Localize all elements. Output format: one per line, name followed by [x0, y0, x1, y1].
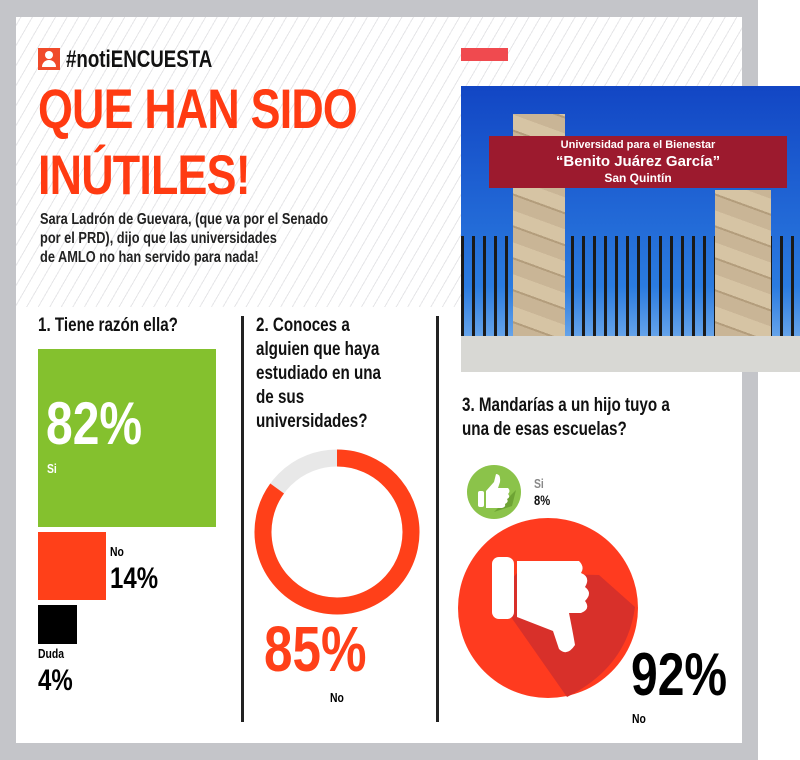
subtitle-line: Sara Ladrón de Guevara, (que va por el Senado: [40, 211, 329, 228]
thumbs-up-icon: [466, 464, 522, 520]
category-label-duda: Duda: [38, 646, 64, 661]
sign-line: Universidad para el Bienestar: [560, 139, 716, 151]
university-sign: [489, 136, 787, 188]
subtitle: [40, 210, 328, 267]
question-line: alguien que haya: [256, 339, 380, 360]
no-label: No: [632, 711, 646, 726]
subtitle-line: de AMLO no han servido para nada!: [40, 249, 259, 266]
accent-bar: [461, 48, 508, 61]
category-label-si: Si: [47, 461, 57, 476]
ground: [461, 336, 800, 372]
question-line: 2. Conoces a: [256, 315, 350, 336]
divider: [436, 316, 439, 722]
sign-line: “Benito Juárez García”: [555, 153, 721, 170]
subtitle-line: por el PRD), dijo que las universidades: [40, 230, 277, 247]
bar-no: [38, 532, 106, 600]
user-icon: [38, 48, 60, 70]
divider: [241, 316, 244, 722]
thumbs-down-icon: [457, 517, 639, 699]
value-label-no: 14%: [110, 562, 159, 595]
question-2: [256, 314, 381, 434]
donut-category-label: No: [330, 690, 344, 705]
value-label-duda: 4%: [38, 664, 73, 697]
question-3: [462, 394, 670, 442]
value-label-si: 82%: [46, 390, 143, 457]
hashtag: #notiENCUESTA: [66, 46, 213, 73]
question-line: universidades?: [256, 411, 368, 432]
sign-line: San Quintín: [604, 171, 672, 185]
title-line-1: QUE HAN SIDO: [38, 77, 357, 140]
question-line: estudiado en una: [256, 363, 381, 384]
no-value: 92%: [631, 641, 728, 708]
question-line: de sus: [256, 387, 305, 408]
page-title: [38, 76, 357, 208]
question-line: una de esas escuelas?: [462, 419, 627, 440]
bar-duda: [38, 605, 77, 644]
category-label-no: No: [110, 544, 124, 559]
si-label: Si: [534, 476, 544, 491]
si-value: 8%: [534, 492, 551, 508]
donut-chart: [250, 445, 425, 620]
donut-value-label: 85%: [264, 613, 367, 685]
question-line: 3. Mandarías a un hijo tuyo a: [462, 395, 670, 416]
university-photo: [461, 86, 800, 372]
title-line-2: INÚTILES!: [38, 143, 250, 206]
question-1: 1. Tiene razón ella?: [38, 315, 178, 336]
